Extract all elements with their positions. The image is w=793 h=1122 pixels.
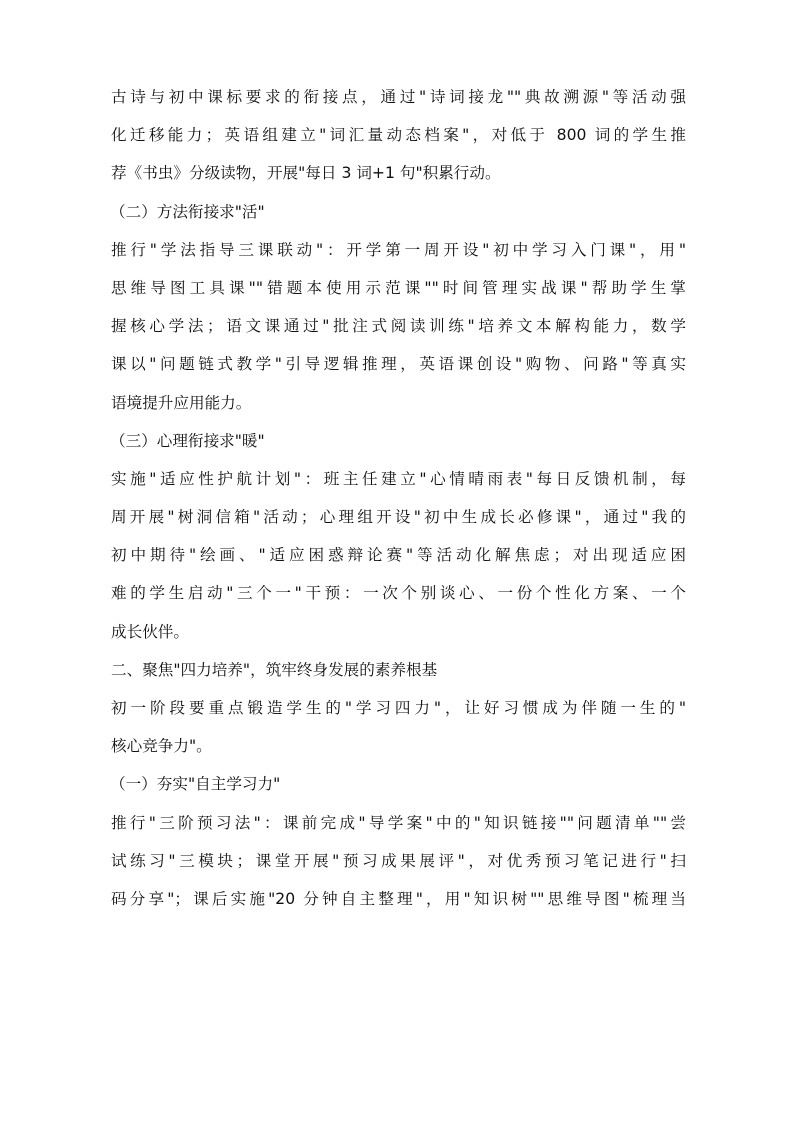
text-line: 实施"适应性护航计划"：班主任建立"心情晴雨表"每日反馈机制，每	[111, 469, 686, 488]
text-line: 推行"三阶预习法"：课前完成"导学案"中的"知识链接""问题清单""尝	[111, 813, 686, 832]
text-line: 初中期待"绘画、"适应困惑辩论赛"等活动化解焦虑；对出现适应困	[111, 546, 686, 565]
section-heading: （一）夯实"自主学习力"	[110, 775, 281, 794]
text-line: 推行"学法指导三课联动"：开学第一周开设"初中学习入门课"，用"	[111, 240, 686, 259]
chapter-heading: 二、聚焦"四力培养"，筑牢终身发展的素养根基	[111, 660, 438, 679]
text-line: 成长伙伴。	[111, 622, 189, 641]
section-heading: （三）心理衔接求"暖"	[110, 431, 265, 450]
text-line: 化迁移能力；英语组建立"词汇量动态档案"，对低于 800 词的学生推	[111, 126, 686, 145]
section-heading: （二）方法衔接求"活"	[110, 202, 265, 221]
text-line: 核心竞争力"。	[111, 737, 212, 756]
text-line: 码分享"；课后实施"20 分钟自主整理"，用"知识树""思维导图"梳理当	[111, 889, 686, 908]
text-line: 初一阶段要重点锻造学生的"学习四力"，让好习惯成为伴随一生的"	[111, 699, 686, 717]
text-line: 握核心学法；语文课通过"批注式阅读训练"培养文本解构能力，数学	[111, 317, 686, 336]
text-line: 古诗与初中课标要求的衔接点，通过"诗词接龙""典故溯源"等活动强	[111, 88, 686, 106]
text-line: 思维导图工具课""错题本使用示范课""时间管理实战课"帮助学生掌	[111, 278, 686, 297]
text-line: 周开展"树洞信箱"活动；心理组开设"初中生成长必修课"，通过"我的	[111, 508, 686, 527]
document-body	[111, 78, 686, 918]
text-line: 难的学生启动"三个一"干预：一次个别谈心、一份个性化方案、一个	[111, 584, 686, 603]
text-line: 课以"问题链式教学"引导逻辑推理，英语课创设"购物、问路"等真实	[111, 355, 686, 374]
text-line: 试练习"三模块；课堂开展"预习成果展评"，对优秀预习笔记进行"扫	[111, 851, 686, 870]
text-line: 语境提升应用能力。	[111, 393, 252, 412]
text-line: 荐《书虫》分级读物，开展"每日 3 词+1 句"积累行动。	[111, 164, 501, 183]
